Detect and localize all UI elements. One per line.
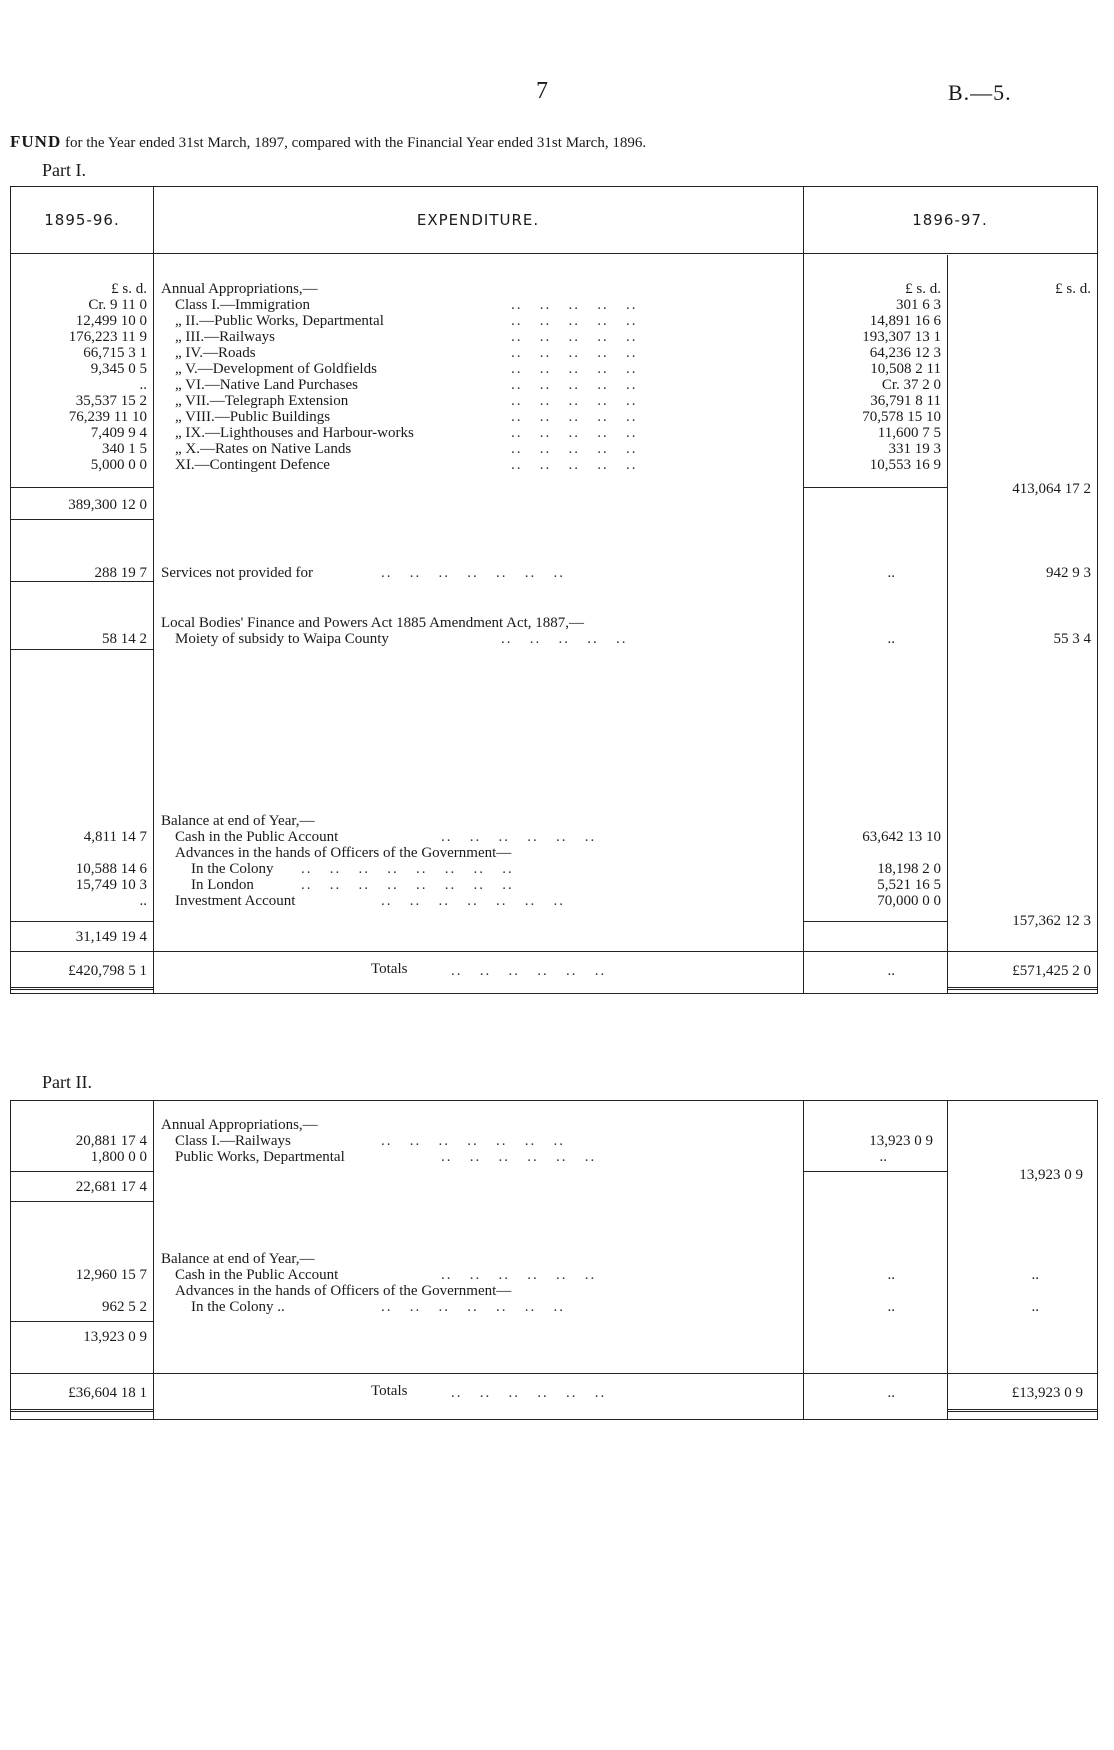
- totals-left: £420,798 5 1: [68, 963, 147, 979]
- col-header-expenditure: EXPENDITURE.: [416, 211, 540, 229]
- balance-title: Balance at end of Year,—: [161, 813, 315, 829]
- leader-dots: .. .. .. .. .. ..: [451, 1385, 607, 1401]
- investment-label: Investment Account: [175, 893, 296, 909]
- row-1895-96-value: Cr. 9 11 0: [88, 297, 147, 313]
- leader-dots: .. .. .. .. .. ..: [441, 1149, 597, 1165]
- rule: [11, 1373, 1097, 1374]
- double-rule: [11, 1409, 153, 1412]
- p2-colony-mid: ..: [887, 1299, 895, 1315]
- leader-dots: .. .. .. .. .. .. .. ..: [301, 861, 514, 877]
- colony-label: In the Colony: [191, 861, 274, 877]
- leader-dots: .. .. .. .. ..: [511, 361, 638, 377]
- local-bodies-left: 58 14 2: [102, 631, 147, 647]
- row-label: Class I.—Immigration: [175, 297, 310, 313]
- colony-right: 18,198 2 0: [877, 861, 941, 877]
- row-1895-96-value: 12,499 10 0: [75, 313, 147, 329]
- rule: [11, 1321, 153, 1322]
- page-caption: [10, 132, 646, 152]
- row-1895-96-value: 5,000 0 0: [90, 457, 147, 473]
- cash-left: 4,811 14 7: [83, 829, 147, 845]
- leader-dots: .. .. .. .. .. .. ..: [381, 1133, 565, 1149]
- rule: [11, 1201, 153, 1202]
- leader-dots: .. .. .. .. ..: [511, 393, 638, 409]
- p2-colony-right: ..: [1031, 1299, 1039, 1315]
- row-1895-96-value: 7,409 9 4: [90, 425, 147, 441]
- p2-appropriations-total-left: 22,681 17 4: [75, 1179, 147, 1195]
- leader-dots: .. .. .. .. .. .. ..: [381, 893, 565, 909]
- leader-dots: .. .. .. .. ..: [511, 441, 638, 457]
- rule: [11, 519, 153, 520]
- row-1895-96-value: 35,537 15 2: [75, 393, 147, 409]
- services-label: Services not provided for: [161, 565, 314, 581]
- row-1896-97-value: 70,578 15 10: [862, 409, 941, 425]
- leader-dots: .. .. .. .. ..: [511, 329, 638, 345]
- p2-appropriations-total-right: 13,923 0 9: [1019, 1167, 1083, 1183]
- col-header-1895-96: 1895-96.: [44, 211, 120, 229]
- page-number: 7: [536, 78, 548, 104]
- services-left: 288 19 7: [94, 565, 147, 581]
- part-1-title: Part I.: [42, 160, 86, 180]
- row-1896-97-value: 301 6 3: [896, 297, 941, 313]
- row-label: „ VI.—Native Land Purchases: [175, 377, 359, 393]
- row-label: „ V.—Development of Goldfields: [175, 361, 377, 377]
- row-1896-97-value: 10,508 2 11: [870, 361, 941, 377]
- row-1895-96-value: 66,715 3 1: [83, 345, 147, 361]
- p2-cash-label: Cash in the Public Account: [175, 1267, 339, 1283]
- leader-dots: .. .. .. .. ..: [511, 297, 638, 313]
- investment-left: ..: [139, 893, 147, 909]
- row-1896-97-value: Cr. 37 2 0: [881, 377, 941, 393]
- p2-advances-label: Advances in the hands of Officers of the Government—: [175, 1283, 512, 1299]
- row-1896-97-value: 11,600 7 5: [877, 425, 941, 441]
- currency-head-left: £ s. d.: [111, 281, 147, 297]
- p2-railways-left: 20,881 17 4: [75, 1133, 147, 1149]
- p2-totals-mid: ..: [887, 1385, 895, 1401]
- p2-railways-right: 13,923 0 9: [869, 1133, 933, 1149]
- double-rule: [11, 987, 153, 990]
- p2-pw-right: ..: [879, 1149, 887, 1165]
- london-right: 5,521 16 5: [877, 877, 941, 893]
- p2-totals-right: £13,923 0 9: [1011, 1385, 1083, 1401]
- caption-text: for the Year ended 31st March, 1897, compared with the Financial Year ended 31st March, 1896.: [64, 135, 647, 151]
- row-label: „ X.—Rates on Native Lands: [175, 441, 352, 457]
- leader-dots: .. .. .. .. ..: [511, 409, 638, 425]
- p2-colony-label: In the Colony ..: [191, 1299, 285, 1315]
- local-bodies-label: Moiety of subsidy to Waipa County: [175, 631, 389, 647]
- totals-label: Totals: [371, 961, 408, 977]
- balance-total-right: 157,362 12 3: [1012, 913, 1091, 929]
- totals-mid: ..: [887, 963, 895, 979]
- double-rule: [947, 987, 1097, 990]
- row-1895-96-value: 9,345 0 5: [90, 361, 147, 377]
- london-left: 15,749 10 3: [75, 877, 147, 893]
- double-rule: [947, 1409, 1097, 1412]
- currency-head-right: £ s. d.: [1055, 281, 1091, 297]
- p2-colony-left: 962 5 2: [102, 1299, 147, 1315]
- rule: [11, 1171, 153, 1172]
- row-1896-97-value: 193,307 13 1: [862, 329, 941, 345]
- local-bodies-mid: ..: [887, 631, 895, 647]
- leader-dots: .. .. .. .. ..: [511, 377, 638, 393]
- part-2-title: Part II.: [42, 1072, 92, 1092]
- col-header-1896-97: 1896-97.: [912, 211, 988, 229]
- rule: [153, 187, 154, 993]
- row-label: „ VIII.—Public Buildings: [175, 409, 331, 425]
- rule: [11, 951, 1097, 952]
- p2-cash-mid: ..: [887, 1267, 895, 1283]
- p2-appropriations-title: Annual Appropriations,—: [161, 1117, 318, 1133]
- local-bodies-right: 55 3 4: [1053, 631, 1091, 647]
- rule: [803, 921, 947, 922]
- colony-left: 10,588 14 6: [75, 861, 147, 877]
- leader-dots: .. .. .. .. ..: [511, 313, 638, 329]
- london-label: In London: [191, 877, 254, 893]
- rule: [803, 487, 947, 488]
- row-1896-97-value: 14,891 16 6: [869, 313, 941, 329]
- row-1896-97-value: 64,236 12 3: [869, 345, 941, 361]
- currency-head-mid: £ s. d.: [905, 281, 941, 297]
- appropriations-total-left: 389,300 12 0: [68, 497, 147, 513]
- cash-right: 63,642 13 10: [862, 829, 941, 845]
- rule: [803, 1171, 947, 1172]
- p2-cash-left: 12,960 15 7: [75, 1267, 147, 1283]
- appropriations-title: Annual Appropriations,—: [161, 281, 318, 297]
- caption-bold: FUND: [10, 132, 62, 151]
- appropriations-total-right: 413,064 17 2: [1012, 481, 1091, 497]
- investment-right: 70,000 0 0: [877, 893, 941, 909]
- p2-balance-total-left: 13,923 0 9: [83, 1329, 147, 1345]
- row-1896-97-value: 36,791 8 11: [870, 393, 941, 409]
- part-1-table: [10, 186, 1098, 994]
- p2-totals-label: Totals: [371, 1383, 408, 1399]
- leader-dots: .. .. .. .. .. ..: [451, 963, 607, 979]
- part-2-table: [10, 1100, 1098, 1420]
- row-1895-96-value: 76,239 11 10: [68, 409, 147, 425]
- row-label: „ III.—Railways: [175, 329, 275, 345]
- rule: [947, 1101, 948, 1419]
- row-label: „ IX.—Lighthouses and Harbour-works: [175, 425, 414, 441]
- totals-right: £571,425 2 0: [1012, 963, 1091, 979]
- row-label: „ VII.—Telegraph Extension: [175, 393, 349, 409]
- services-right: 942 9 3: [1046, 565, 1091, 581]
- rule: [153, 1101, 154, 1419]
- p2-railways-label: Class I.—Railways: [175, 1133, 291, 1149]
- p2-pw-label: Public Works, Departmental: [175, 1149, 345, 1165]
- leader-dots: .. .. .. .. .. .. ..: [381, 1299, 565, 1315]
- leader-dots: .. .. .. .. ..: [511, 425, 638, 441]
- row-1896-97-value: 331 19 3: [888, 441, 941, 457]
- p2-balance-title: Balance at end of Year,—: [161, 1251, 315, 1267]
- rule: [11, 649, 153, 650]
- leader-dots: .. .. .. .. .. .. .. ..: [301, 877, 514, 893]
- cash-label: Cash in the Public Account: [175, 829, 339, 845]
- row-1896-97-value: 10,553 16 9: [869, 457, 941, 473]
- row-1895-96-value: ..: [139, 377, 147, 393]
- advances-label: Advances in the hands of Officers of the Government—: [175, 845, 512, 861]
- rule: [947, 255, 948, 993]
- p2-totals-left: £36,604 18 1: [68, 1385, 147, 1401]
- rule: [11, 921, 153, 922]
- services-mid: ..: [887, 565, 895, 581]
- row-label: „ II.—Public Works, Departmental: [175, 313, 384, 329]
- row-label: „ IV.—Roads: [175, 345, 256, 361]
- balance-total-left: 31,149 19 4: [75, 929, 147, 945]
- leader-dots: .. .. .. .. .. .. ..: [381, 565, 565, 581]
- leader-dots: .. .. .. .. .. ..: [441, 829, 597, 845]
- row-label: XI.—Contingent Defence: [175, 457, 330, 473]
- leader-dots: .. .. .. .. .. ..: [441, 1267, 597, 1283]
- leader-dots: .. .. .. .. ..: [501, 631, 628, 647]
- local-bodies-title: Local Bodies' Finance and Powers Act 1885 Amendment Act, 1887,—: [161, 615, 585, 631]
- document-reference: B.—5.: [948, 80, 1012, 105]
- p2-pw-left: 1,800 0 0: [90, 1149, 147, 1165]
- p2-cash-right: ..: [1031, 1267, 1039, 1283]
- row-1895-96-value: 176,223 11 9: [68, 329, 147, 345]
- rule: [11, 253, 1097, 254]
- leader-dots: .. .. .. .. ..: [511, 345, 638, 361]
- rule: [11, 487, 153, 488]
- leader-dots: .. .. .. .. ..: [511, 457, 638, 473]
- row-1895-96-value: 340 1 5: [102, 441, 147, 457]
